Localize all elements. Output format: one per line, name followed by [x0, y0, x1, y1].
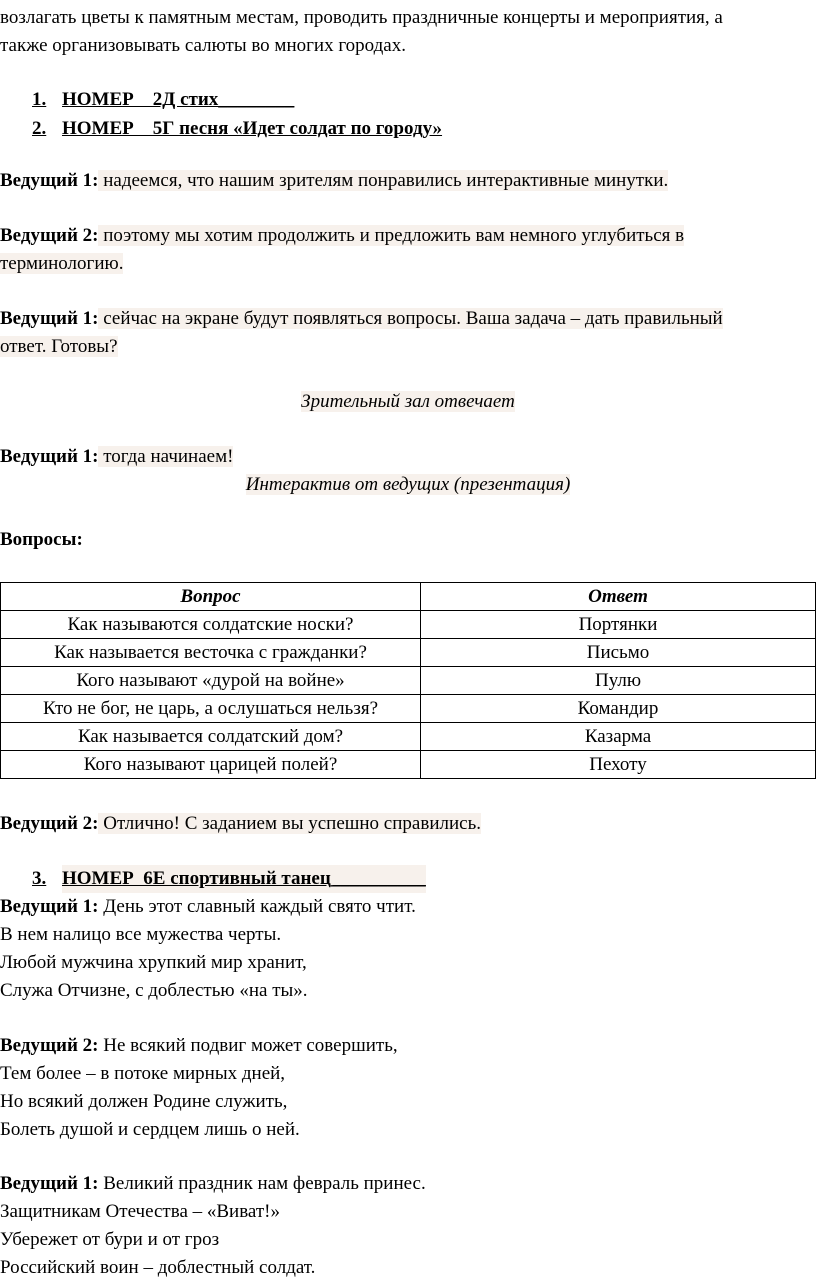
speech-text: поэтому мы хотим продолжить и предложить вам немного углубиться в	[98, 225, 685, 246]
dialog-line	[0, 167, 816, 195]
table-row	[1, 723, 816, 751]
speaker-label: Ведущий 2:	[0, 813, 99, 834]
poem-line: Убережет от бури и от гроз	[0, 1229, 220, 1250]
program-item-text: НОМЕР 6Е спортивный танец__________	[62, 865, 426, 893]
dialog-line	[0, 305, 816, 333]
poem-line: Болеть душой и сердцем лишь о ней.	[0, 1119, 300, 1140]
poem-line	[0, 893, 816, 921]
program-item-number: 3.	[32, 868, 47, 889]
table-row	[1, 751, 816, 779]
question-cell: Кого называют «дурой на войне»	[1, 667, 421, 695]
table-row	[1, 695, 816, 723]
poem-text: Не всякий подвиг может совершить,	[98, 1035, 398, 1056]
answer-cell: Пехоту	[421, 751, 816, 779]
answer-cell: Письмо	[421, 639, 816, 667]
answer-cell: Командир	[421, 695, 816, 723]
table-row	[1, 611, 816, 639]
poem-line: Любой мужчина хрупкий мир хранит,	[0, 952, 307, 973]
poem-text: День этот славный каждый свято чтит.	[98, 896, 416, 917]
question-cell: Кто не бог, не царь, а ослушаться нельзя?	[1, 695, 421, 723]
stage-direction	[0, 388, 816, 416]
dialog-line	[0, 222, 816, 250]
answer-cell: Пулю	[421, 667, 816, 695]
question-cell: Как называются солдатские носки?	[1, 611, 421, 639]
questions-table	[0, 582, 816, 779]
poem-line: Российский воин – доблестный солдат.	[0, 1257, 316, 1278]
poem-line: В нем налицо все мужества черты.	[0, 924, 282, 945]
program-item-text: НОМЕР 2Д стих________	[62, 89, 295, 110]
dialog-line	[0, 810, 816, 838]
program-item-text: НОМЕР 5Г песня «Идет солдат по городу»	[62, 118, 443, 139]
stage-direction-text: Интерактив от ведущих (презентация)	[245, 474, 571, 495]
poem-line	[0, 1032, 816, 1060]
answer-cell: Казарма	[421, 723, 816, 751]
speaker-label: Ведущий 1:	[0, 170, 99, 191]
intro-line-1: возлагать цветы к памятным местам, проводить праздничные концерты и мероприятия, а	[0, 7, 723, 28]
speech-text: надеемся, что нашим зрителям понравились интерактивные минутки.	[98, 170, 669, 191]
speech-text: сейчас на экране будут появляться вопросы. Ваша задача – дать правильный	[98, 308, 723, 329]
question-cell: Как называется солдатский дом?	[1, 723, 421, 751]
speech-text: ответ. Готовы?	[0, 336, 118, 357]
poem-line	[0, 1170, 816, 1198]
table-row	[1, 639, 816, 667]
intro-line-2: также организовывать салюты во многих городах.	[0, 35, 406, 56]
program-item-number: 2.	[32, 118, 47, 139]
questions-heading: Вопросы:	[0, 529, 83, 550]
dialog-line-continued	[0, 250, 816, 278]
question-cell: Как называется весточка с гражданки?	[1, 639, 421, 667]
dialog-line-continued	[0, 333, 816, 361]
table-row	[1, 667, 816, 695]
speaker-label: Ведущий 1:	[0, 1173, 99, 1194]
question-cell: Кого называют царицей полей?	[1, 751, 421, 779]
poem-line: Служа Отчизне, с доблестью «на ты».	[0, 980, 308, 1001]
speaker-label: Ведущий 1:	[0, 308, 99, 329]
speaker-label: Ведущий 2:	[0, 225, 99, 246]
speech-text: терминологию.	[0, 253, 124, 274]
stage-direction	[0, 471, 816, 499]
poem-line: Тем более – в потоке мирных дней,	[0, 1063, 286, 1084]
column-header-answer: Ответ	[421, 583, 816, 611]
speech-text: Отлично! С заданием вы успешно справились.	[98, 813, 481, 834]
speaker-label: Ведущий 1:	[0, 446, 99, 467]
poem-text: Великий праздник нам февраль принес.	[98, 1173, 426, 1194]
speaker-label: Ведущий 1:	[0, 896, 99, 917]
stage-direction-text: Зрительный зал отвечает	[301, 391, 515, 412]
speech-text: тогда начинаем!	[98, 446, 234, 467]
speaker-label: Ведущий 2:	[0, 1035, 99, 1056]
poem-line: Защитникам Отечества – «Виват!»	[0, 1201, 281, 1222]
table-header-row	[1, 583, 816, 611]
poem-line: Но всякий должен Родине служить,	[0, 1091, 288, 1112]
dialog-line	[0, 443, 816, 471]
answer-cell: Портянки	[421, 611, 816, 639]
column-header-question: Вопрос	[1, 583, 421, 611]
program-item-number: 1.	[32, 89, 47, 110]
